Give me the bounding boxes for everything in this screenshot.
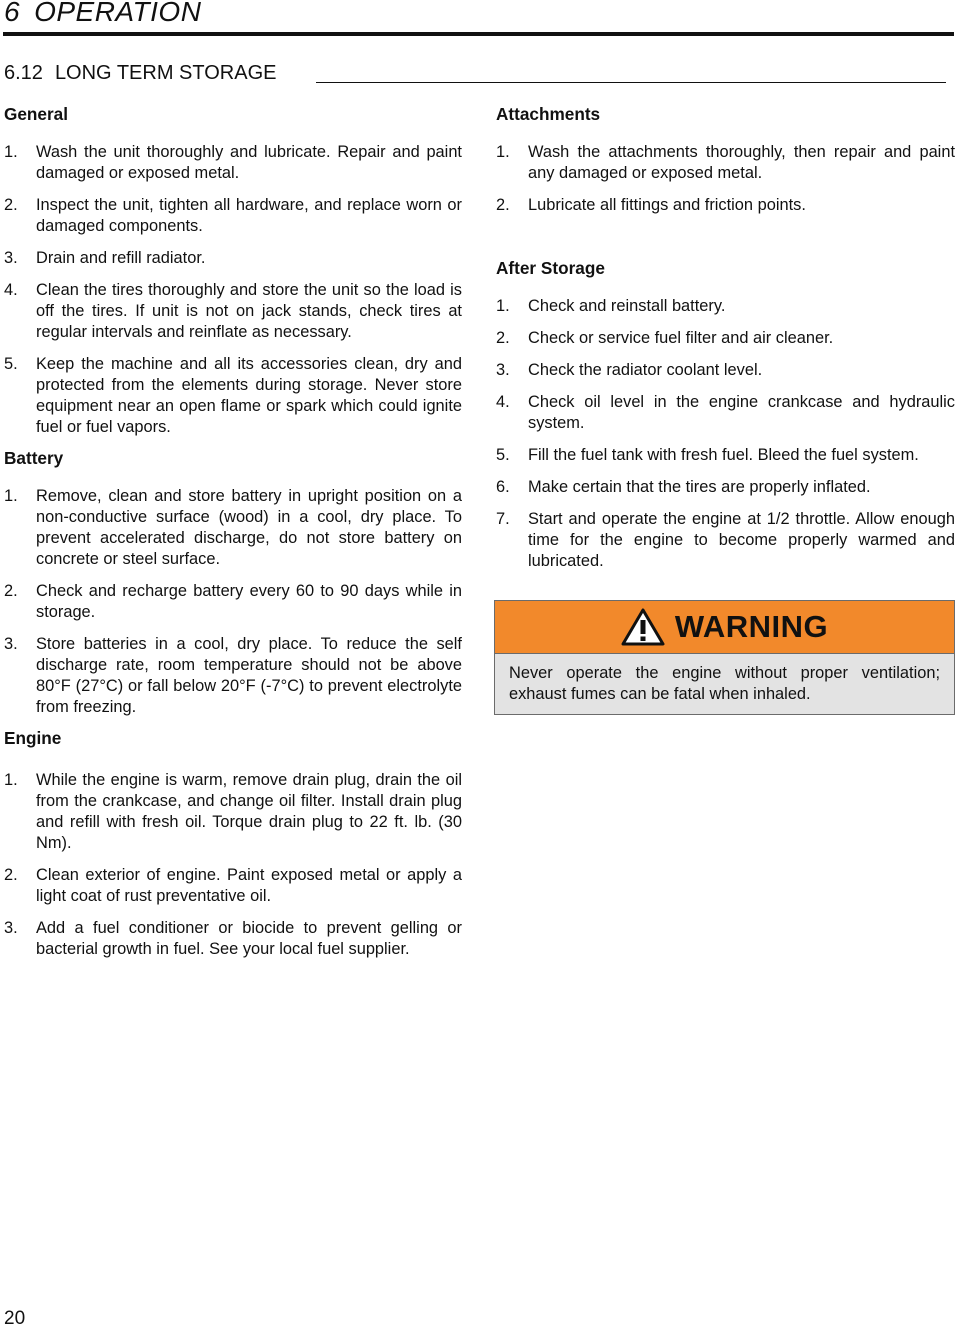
list-item <box>4 770 462 854</box>
item-text: Wash the unit thoroughly and lubricate. Repair and paint damaged or exposed metal. <box>36 143 462 182</box>
item-text: Fill the fuel tank with fresh fuel. Bleed the fuel system. <box>528 446 919 464</box>
item-text: Clean the tires thoroughly and store the unit so the load is off the tires. If unit is not on jack stands, check tires at regular intervals and reinflate as necessary. <box>36 281 462 341</box>
page-number: 20 <box>4 1308 26 1329</box>
list-item <box>496 392 955 434</box>
list-item <box>496 296 955 317</box>
list-item <box>496 328 955 349</box>
list-item <box>496 445 955 466</box>
attachments-heading: Attachments <box>496 104 601 124</box>
section-heading <box>4 62 276 85</box>
item-number: 5. <box>496 446 510 464</box>
list-item <box>4 142 462 184</box>
warning-box <box>494 600 955 715</box>
item-number: 1. <box>496 143 510 161</box>
item-text: Make certain that the tires are properly inflated. <box>528 478 871 496</box>
chapter-title: OPERATION <box>34 0 202 27</box>
item-text: Remove, clean and store battery in upright position on a non-conductive surface (wood) in a cool, dry place. To prevent accelerated discharge, do not store battery on concrete or steel surface. <box>36 487 462 568</box>
item-text: Check or service fuel filter and air cleaner. <box>528 329 834 347</box>
item-number: 7. <box>496 510 510 528</box>
chapter-number: 6 <box>4 0 21 27</box>
list-item <box>4 486 462 570</box>
list-item <box>4 280 462 343</box>
item-text: Keep the machine and all its accessories clean, dry and protected from the elements during storage. Never store equipment near an open flame or spark which could ignite fuel or fuel vapors. <box>36 355 462 436</box>
item-text: Check and reinstall battery. <box>528 297 726 315</box>
item-number: 2. <box>496 196 510 214</box>
left-column <box>4 102 462 971</box>
item-text: While the engine is warm, remove drain plug, drain the oil from the crankcase, and change oil filter. Install drain plug and refill with fresh oil. Torque drain plug to 22 ft. lb. (30 Nm). <box>36 771 462 852</box>
list-item <box>496 509 955 572</box>
after-storage-list <box>496 296 955 572</box>
item-number: 3. <box>4 919 18 937</box>
item-number: 2. <box>4 196 18 214</box>
section-title: LONG TERM STORAGE <box>54 62 277 84</box>
list-item <box>496 477 955 498</box>
warning-banner <box>495 601 954 654</box>
list-item <box>496 195 955 216</box>
section-rule <box>316 82 946 83</box>
section-number: 6.12 <box>4 62 43 84</box>
list-item <box>4 581 462 623</box>
item-number: 4. <box>4 281 18 299</box>
engine-list <box>4 770 462 960</box>
general-heading: General <box>4 104 69 124</box>
item-number: 1. <box>496 297 510 315</box>
general-list <box>4 142 462 438</box>
after-storage-heading: After Storage <box>496 258 605 278</box>
item-number: 4. <box>496 393 510 411</box>
attachments-list <box>496 142 955 216</box>
warning-title: WARNING <box>674 609 829 644</box>
chapter-heading <box>4 0 215 28</box>
item-text: Inspect the unit, tighten all hardware, and replace worn or damaged components. <box>36 196 462 235</box>
list-item <box>4 865 462 907</box>
list-item <box>496 360 955 381</box>
item-number: 6. <box>496 478 510 496</box>
item-number: 3. <box>496 361 510 379</box>
item-text: Check the radiator coolant level. <box>528 361 763 379</box>
item-text: Start and operate the engine at 1/2 throttle. Allow enough time for the engine to become properly warmed and lubricated. <box>528 510 955 570</box>
item-text: Lubricate all fittings and friction points. <box>528 196 806 214</box>
item-number: 1. <box>4 143 18 161</box>
item-text: Check oil level in the engine crankcase and hydraulic system. <box>528 393 955 432</box>
item-text: Wash the attachments thoroughly, then repair and paint any damaged or exposed metal. <box>528 143 955 182</box>
list-item <box>4 248 462 269</box>
item-text: Drain and refill radiator. <box>36 249 206 267</box>
battery-list <box>4 486 462 718</box>
item-text: Check and recharge battery every 60 to 90 days while in storage. <box>36 582 462 621</box>
battery-heading: Battery <box>4 448 64 468</box>
list-item <box>4 634 462 718</box>
item-number: 1. <box>4 771 18 789</box>
item-number: 2. <box>496 329 510 347</box>
item-number: 1. <box>4 487 18 505</box>
item-text: Add a fuel conditioner or biocide to prevent gelling or bacterial growth in fuel. See your local fuel supplier. <box>36 919 462 958</box>
item-text: Clean exterior of engine. Paint exposed metal or apply a light coat of rust preventative oil. <box>36 866 462 905</box>
engine-heading: Engine <box>4 728 62 748</box>
warning-message: Never operate the engine without proper ventilation; exhaust fumes can be fatal when inhaled. <box>509 664 940 703</box>
list-item <box>4 195 462 237</box>
item-number: 2. <box>4 866 18 884</box>
item-number: 3. <box>4 249 18 267</box>
item-number: 3. <box>4 635 18 653</box>
warning-triangle-icon <box>621 608 665 646</box>
item-number: 5. <box>4 355 18 373</box>
item-number: 2. <box>4 582 18 600</box>
list-item <box>4 354 462 438</box>
right-column <box>496 102 955 583</box>
list-item <box>496 142 955 184</box>
item-text: Store batteries in a cool, dry place. To reduce the self discharge rate, room temperature should not be above 80°F (27°C) or fall below 20°F (-7°C) to prevent electrolyte from freezing. <box>36 635 462 716</box>
list-item <box>4 918 462 960</box>
header-rule <box>3 32 954 36</box>
